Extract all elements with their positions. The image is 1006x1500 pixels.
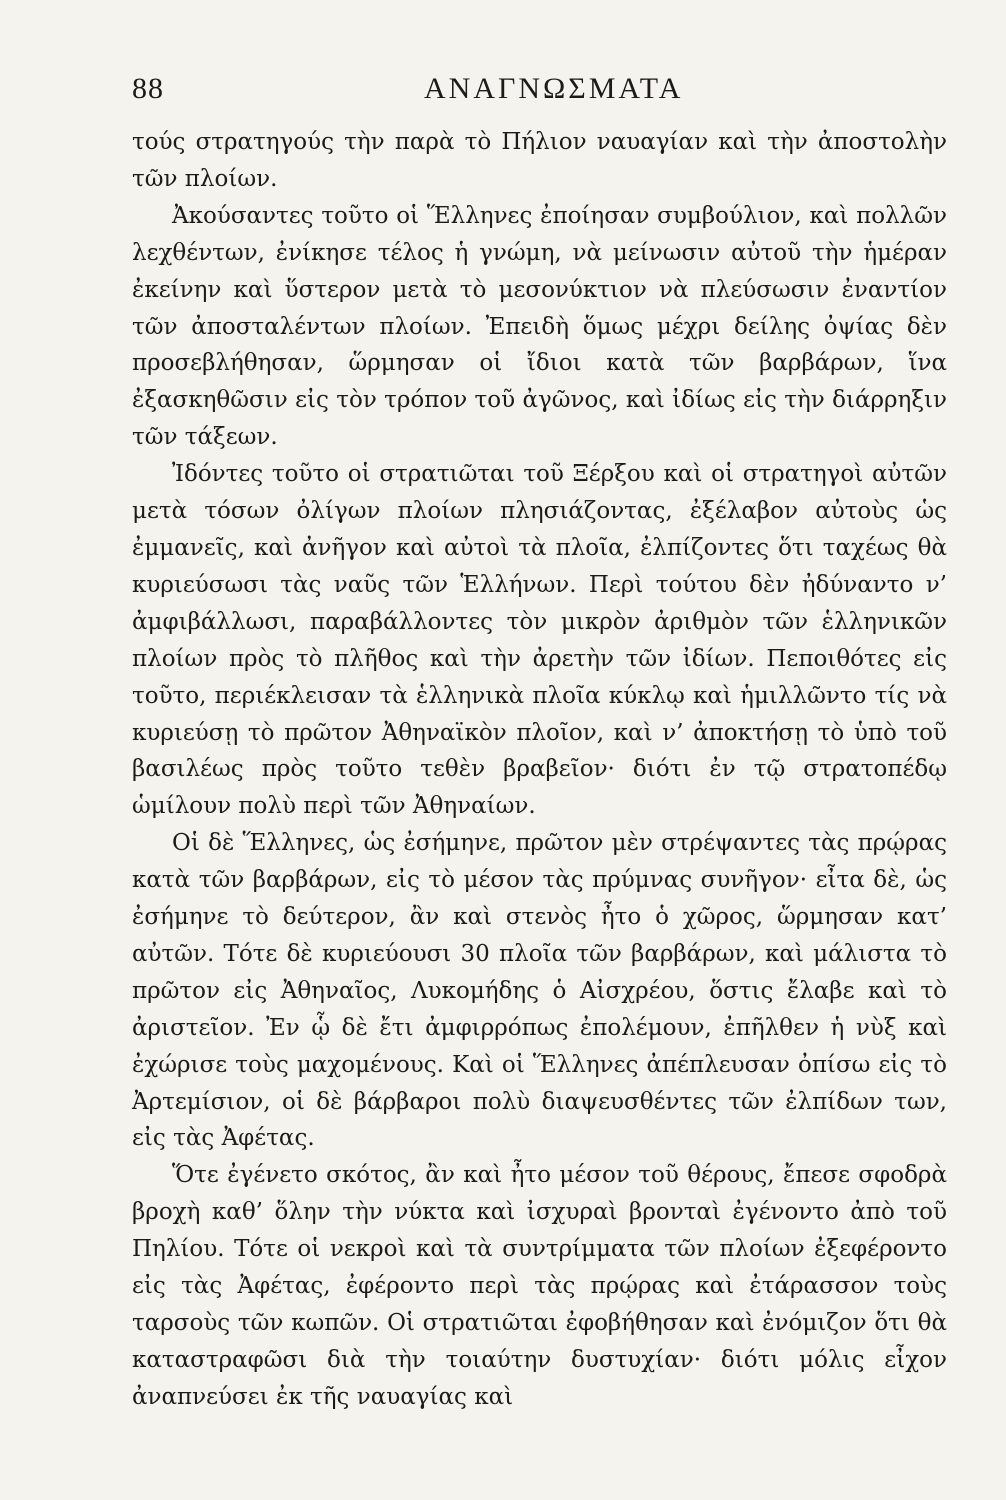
paragraph: Ἰδόντες τοῦτο οἱ στρατιῶται τοῦ Ξέρξου καὶ οἱ στρατηγοὶ αὐτῶν μετὰ τόσων ὀλίγων πλοίων πλησιάζοντας, ἐξέλαβον αὐτοὺς ὡς ἐμμανεῖς, καὶ ἀνῆγον καὶ αὐτοὶ τὰ πλοῖα, ἐλπίζοντες ὅτι ταχέως θὰ κυριεύσωσι τὰς ναῦς τῶν Ἑλλήνων. Περὶ τούτου δὲν ἠδύναντο ν’ ἀμφιβάλλωσι, παραβάλλοντες τὸν μικρὸν ἀριθμὸν τῶν ἑλληνικῶν πλοίων πρὸς τὸ πλῆθος καὶ τὴν ἀρετὴν τῶν ἰδίων. Πεποιθότες εἰς τοῦτο, περιέκλεισαν τὰ ἑλληνικὰ πλοῖα κύκλῳ καὶ ἡμιλλῶντο τίς νὰ κυριεύσῃ τὸ πρῶτον Ἀθηναϊκὸν πλοῖον, καὶ ν’ ἀποκτήσῃ τὸ ὑπὸ τοῦ βασιλέως πρὸς τοῦτο τεθὲν βραβεῖον· διότι ἐν τῷ στρατοπέδῳ ὡμίλουν πολὺ περὶ τῶν Ἀθηναίων. xyxy=(132,461,947,820)
body-text xyxy=(132,124,947,1416)
page-header xyxy=(132,72,872,122)
paragraph-continuation: τούς στρατηγούς τὴν παρὰ τὸ Πήλιον ναυαγίαν καὶ τὴν ἀποστολὴν τῶν πλοίων. xyxy=(132,129,947,192)
paragraph: Οἱ δὲ Ἕλληνες, ὡς ἐσήμηνε, πρῶτον μὲν στρέψαντες τὰς πρῴρας κατὰ τῶν βαρβάρων, εἰς τὸ μέσον τὰς πρύμνας συνῆγον· εἶτα δὲ, ὡς ἐσήμηνε τὸ δεύτερον, ἂν καὶ στενὸς ἦτο ὁ χῶρος, ὥρμησαν κατ’ αὐτῶν. Τότε δὲ κυριεύουσι 30 πλοῖα τῶν βαρβάρων, καὶ μάλιστα τὸ πρῶτον εἰς Ἀθηναῖος, Λυκομήδης ὁ Αἰσχρέου, ὅστις ἔλαβε καὶ τὸ ἀριστεῖον. Ἐν ᾧ δὲ ἔτι ἀμφιρρόπως ἐπολέμουν, ἐπῆλθεν ἡ νὺξ καὶ ἐχώρισε τοὺς μαχομένους. Καὶ οἱ Ἕλληνες ἀπέπλευσαν ὀπίσω εἰς τὸ Ἀρτεμίσιον, οἱ δὲ βάρβαροι πολὺ διαψευσθέντες τῶν ἐλπίδων των, εἰς τὰς Ἀφέτας. xyxy=(132,830,947,1152)
paragraph: Ἀκούσαντες τοῦτο οἱ Ἕλληνες ἐποίησαν συμβούλιον, καὶ πολλῶν λεχθέντων, ἐνίκησε τέλος ἡ γνώμη, νὰ μείνωσιν αὐτοῦ τὴν ἡμέραν ἐκείνην καὶ ὕστερον μετὰ τὸ μεσονύκτιον νὰ πλεύσωσιν ἐναντίον τῶν ἀποσταλέντων πλοίων. Ἐπειδὴ ὅμως μέχρι δείλης ὀψίας δὲν προσεβλήθησαν, ὥρμησαν οἱ ἴδιοι κατὰ τῶν βαρβάρων, ἵνα ἐξασκηθῶσιν εἰς τὸν τρόπον τοῦ ἀγῶνος, καὶ ἰδίως εἰς τὴν διάρρηξιν τῶν τάξεων. xyxy=(132,202,947,451)
paragraph: Ὅτε ἐγένετο σκότος, ἂν καὶ ἦτο μέσον τοῦ θέρους, ἔπεσε σφοδρὰ βροχὴ καθ’ ὅλην τὴν νύκτα καὶ ἰσχυραὶ βρονταὶ ἐγένοντο ἀπὸ τοῦ Πηλίου. Τότε οἱ νεκροὶ καὶ τὰ συντρίμματα τῶν πλοίων ἐξεφέροντο εἰς τὰς Ἀφέτας, ἐφέροντο περὶ τὰς πρῴρας καὶ ἐτάρασσον τοὺς ταρσοὺς τῶν κωπῶν. Οἱ στρατιῶται ἐφοβήθησαν καὶ ἐνόμιζον ὅτι θὰ καταστραφῶσι διὰ τὴν τοιαύτην δυστυχίαν· διότι μόλις εἶχον ἀναπνεύσει ἐκ τῆς ναυαγίας καὶ xyxy=(132,1162,947,1410)
running-title: ΑΝΑΓΝΩΣΜΑΤΑ xyxy=(424,72,684,105)
page-number: 88 xyxy=(132,72,164,105)
